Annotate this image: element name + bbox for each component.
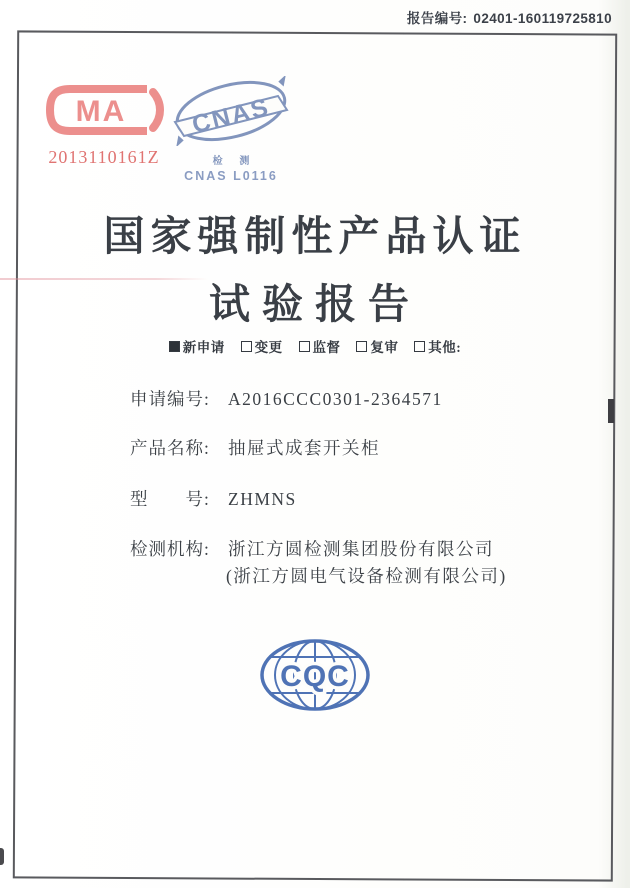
option-label: 监督 <box>312 340 341 355</box>
checkbox-change-icon <box>241 341 252 352</box>
field-value: 浙江方圆检测集团股份有限公司 <box>228 539 494 559</box>
application-type-row <box>0 336 630 356</box>
checkbox-other-icon <box>414 341 425 352</box>
cnas-accreditation-code: CNAS L0116 <box>184 169 278 183</box>
cqc-globe-icon <box>257 636 373 714</box>
option-label: 变更 <box>254 340 283 355</box>
field-value: A2016CCC0301-2364571 <box>228 389 443 409</box>
option-label: 其他: <box>428 340 462 355</box>
report-title-line1: 国家强制性产品认证 <box>103 213 527 259</box>
checkbox-new-application-icon <box>169 341 180 352</box>
cnas-letters: CNAS <box>189 92 273 140</box>
cnas-caption-cn: 检 测 <box>212 156 257 167</box>
field-label: 申请编号: <box>130 389 210 409</box>
field-value-secondary: (浙江方圆电气设备检测有限公司) <box>226 566 507 586</box>
option-other <box>414 336 461 356</box>
checkbox-review-icon <box>356 341 367 352</box>
field-value: 抽屉式成套开关柜 <box>228 438 380 458</box>
report-number <box>407 7 612 27</box>
field-test-organization <box>130 536 507 586</box>
scan-artifact-right-tick <box>608 399 614 423</box>
cnas-logo <box>170 76 292 183</box>
cma-mark-icon <box>43 80 165 140</box>
option-new-application <box>169 336 225 356</box>
field-application-number <box>130 386 443 411</box>
option-change <box>241 336 283 356</box>
option-label: 复审 <box>370 340 399 355</box>
report-number-label: 报告编号: <box>406 11 468 26</box>
field-label: 型 号: <box>130 489 210 509</box>
scan-artifact-left-blob <box>0 848 4 865</box>
cnas-mark-icon <box>170 76 292 146</box>
report-title-line2: 试验报告 <box>209 281 421 327</box>
cqc-letters: CQC <box>280 660 350 693</box>
field-label: 检测机构: <box>130 539 210 559</box>
cma-logo <box>40 80 168 168</box>
report-number-value: 02401-160119725810 <box>473 11 612 26</box>
field-value: ZHMNS <box>228 489 297 509</box>
field-label: 产品名称: <box>130 438 210 458</box>
cqc-logo <box>257 636 373 719</box>
checkbox-supervision-icon <box>299 341 310 352</box>
option-label: 新申请 <box>182 340 225 355</box>
field-product-name <box>130 435 380 460</box>
cma-letters: MA <box>75 95 127 128</box>
cma-approval-number: 2013110161Z <box>48 147 160 167</box>
field-model <box>130 486 297 511</box>
option-supervision <box>299 336 341 356</box>
option-review <box>356 336 398 356</box>
